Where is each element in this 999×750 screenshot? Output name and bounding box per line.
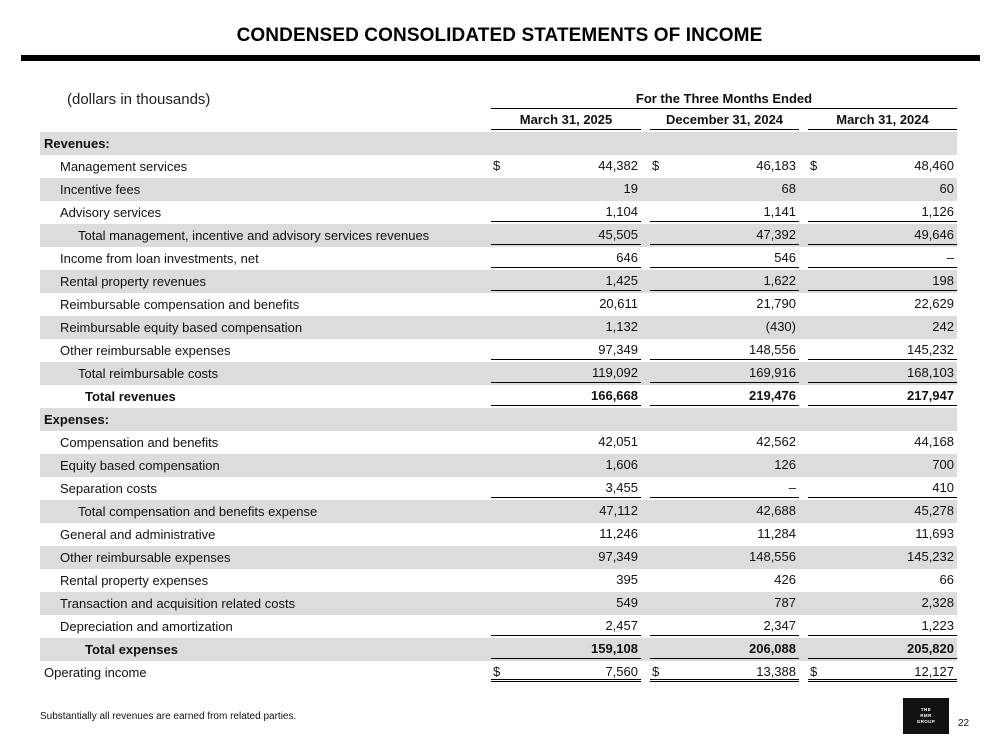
row-label: Income from loan investments, net	[60, 251, 259, 266]
column-header-mar-2025: March 31, 2025	[491, 112, 641, 130]
logo-line: RMR	[920, 713, 932, 718]
value-cell: 148,556	[650, 340, 799, 360]
value-cell: 395	[616, 572, 638, 587]
table-row	[40, 362, 957, 385]
row-label: Advisory services	[60, 205, 162, 220]
value-cell: 166,668	[491, 386, 641, 406]
table-row	[40, 477, 957, 500]
row-label: Total revenues	[85, 389, 176, 404]
value-cell: –	[650, 478, 799, 498]
row-label: Rental property revenues	[60, 274, 206, 289]
table-row	[40, 431, 957, 454]
row-label: Separation costs	[60, 481, 157, 496]
value-cell: 159,108	[491, 639, 641, 659]
row-label: Operating income	[44, 665, 147, 680]
value-cell: 646	[491, 248, 641, 268]
row-label: Management services	[60, 159, 188, 174]
value-cell: 549	[616, 595, 638, 610]
value-cell: 12,127	[808, 662, 957, 682]
value-cell: 42,051	[598, 434, 638, 449]
table-row	[40, 569, 957, 592]
value-cell: –	[808, 248, 957, 268]
table-row	[40, 592, 957, 615]
value-cell: 20,611	[599, 296, 638, 311]
value-cell: 169,916	[650, 363, 799, 383]
row-label: Expenses:	[44, 412, 110, 427]
value-cell: 242	[932, 319, 954, 334]
rmr-group-logo	[903, 698, 949, 734]
value-cell: 2,328	[921, 595, 954, 610]
value-cell: 47,392	[650, 225, 799, 245]
value-cell: 145,232	[907, 549, 954, 564]
table-row	[40, 316, 957, 339]
table-row	[40, 454, 957, 477]
value-cell: 13,388	[650, 662, 799, 682]
value-cell: 11,246	[599, 526, 638, 541]
table-row	[40, 500, 957, 523]
value-cell: 410	[808, 478, 957, 498]
row-label: Rental property expenses	[60, 573, 209, 588]
table-row	[40, 339, 957, 362]
row-label: Equity based compensation	[60, 458, 220, 473]
column-header-dec-2024: December 31, 2024	[650, 112, 799, 130]
currency-symbol: $	[810, 664, 818, 679]
table-row	[40, 178, 957, 201]
value-cell: 145,232	[808, 340, 957, 360]
value-cell: 66	[939, 572, 954, 587]
column-header-mar-2024: March 31, 2024	[808, 112, 957, 130]
table-row	[40, 201, 957, 224]
value-cell: 205,820	[808, 639, 957, 659]
value-cell: 60	[939, 181, 954, 196]
row-label: Other reimbursable expenses	[60, 343, 231, 358]
currency-symbol: $	[652, 664, 660, 679]
value-cell: 2,457	[491, 616, 641, 636]
value-cell: 1,622	[650, 271, 799, 291]
value-cell: 1,104	[491, 202, 641, 222]
value-cell: 1,223	[808, 616, 957, 636]
logo-line: GROUP	[916, 719, 936, 724]
value-cell: 546	[650, 248, 799, 268]
value-cell: 148,556	[749, 549, 796, 564]
value-cell: 3,455	[491, 478, 641, 498]
row-label: Reimbursable compensation and benefits	[60, 297, 300, 312]
row-label: Transaction and acquisition related costs	[60, 596, 296, 611]
value-cell: 2,347	[650, 616, 799, 636]
value-cell: 1,425	[491, 271, 641, 291]
row-label: Revenues:	[44, 136, 110, 151]
table-row	[40, 385, 957, 408]
value-cell: 1,606	[605, 457, 638, 472]
page-title: CONDENSED CONSOLIDATED STATEMENTS OF INCOME	[236, 25, 763, 46]
row-label: Total expenses	[85, 642, 178, 657]
value-cell: 45,505	[491, 225, 641, 245]
table-row	[40, 224, 957, 247]
value-cell: 42,562	[756, 434, 796, 449]
value-cell: 19	[623, 181, 638, 196]
row-label: Total compensation and benefits expense	[78, 504, 318, 519]
section-header-row	[40, 132, 957, 155]
section-header-row	[40, 408, 957, 431]
value-cell: 1,141	[650, 202, 799, 222]
value-cell: 787	[774, 595, 796, 610]
table-row	[40, 247, 957, 270]
value-cell: 1,126	[808, 202, 957, 222]
table-row	[40, 661, 957, 684]
value-cell: 198	[808, 271, 957, 291]
value-cell: 219,476	[650, 386, 799, 406]
value-cell: 97,349	[491, 340, 641, 360]
logo-line: THE	[920, 707, 932, 712]
value-cell: 217,947	[808, 386, 957, 406]
table-row	[40, 270, 957, 293]
value-cell: 119,092	[491, 363, 641, 383]
value-cell: 206,088	[650, 639, 799, 659]
currency-symbol: $	[652, 158, 660, 173]
value-cell: 45,278	[914, 503, 954, 518]
footnote: Substantially all revenues are earned from related parties.	[40, 711, 297, 722]
table-row	[40, 638, 957, 661]
value-cell: 11,284	[757, 526, 796, 541]
value-cell: 126	[774, 457, 796, 472]
value-cell: 44,382	[598, 158, 638, 173]
value-cell: 11,693	[915, 526, 954, 541]
period-header: For the Three Months Ended	[491, 91, 957, 109]
table-row	[40, 293, 957, 316]
table-row	[40, 155, 957, 178]
table-row	[40, 615, 957, 638]
value-cell: 47,112	[599, 503, 638, 518]
value-cell: 1,132	[605, 319, 638, 334]
currency-symbol: $	[493, 664, 501, 679]
value-cell: 42,688	[756, 503, 796, 518]
value-cell: 700	[932, 457, 954, 472]
currency-symbol: $	[493, 158, 501, 173]
value-cell: 48,460	[914, 158, 954, 173]
row-label: Other reimbursable expenses	[60, 550, 231, 565]
value-cell: 46,183	[756, 158, 796, 173]
value-cell: 68	[781, 181, 796, 196]
row-label: Reimbursable equity based compensation	[60, 320, 303, 335]
row-label: Depreciation and amortization	[60, 619, 233, 634]
table-row	[40, 523, 957, 546]
value-cell: 21,790	[756, 296, 796, 311]
value-cell: 168,103	[808, 363, 957, 383]
units-label: (dollars in thousands)	[67, 91, 211, 108]
row-label: Total reimbursable costs	[78, 366, 219, 381]
value-cell: 97,349	[598, 549, 638, 564]
value-cell: 22,629	[914, 296, 954, 311]
row-label: Incentive fees	[60, 182, 141, 197]
row-label: Total management, incentive and advisory services revenues	[78, 228, 430, 243]
row-label: General and administrative	[60, 527, 216, 542]
currency-symbol: $	[810, 158, 818, 173]
value-cell: 426	[774, 572, 796, 587]
value-cell: 49,646	[808, 225, 957, 245]
value-cell: 7,560	[491, 662, 641, 682]
value-cell: (430)	[765, 319, 796, 334]
page-number: 22	[958, 718, 970, 729]
row-label: Compensation and benefits	[60, 435, 219, 450]
table-row	[40, 546, 957, 569]
value-cell: 44,168	[914, 434, 954, 449]
